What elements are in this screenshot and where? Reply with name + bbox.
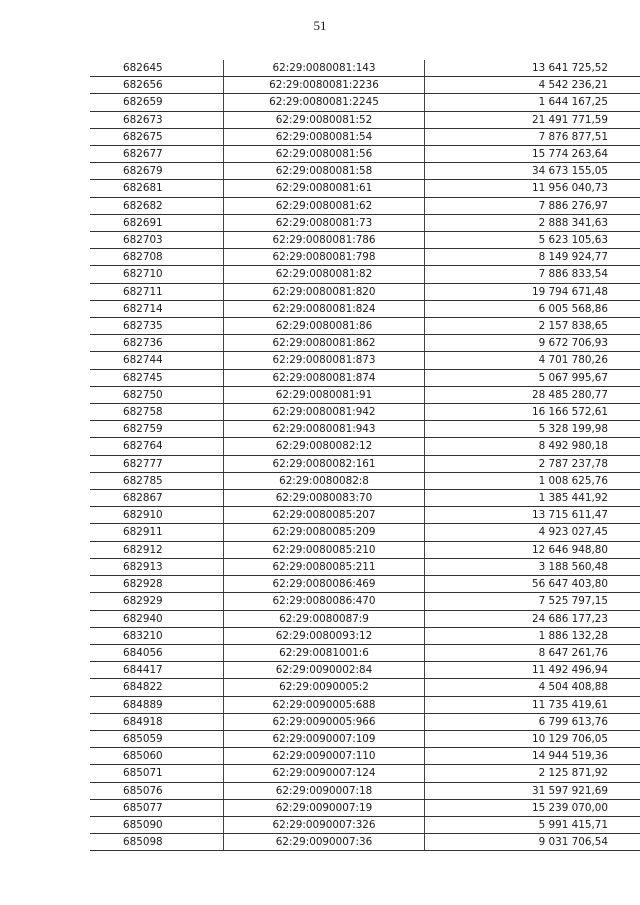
table-row	[90, 644, 640, 661]
cadastral-number-cell: 62:29:0080081:91	[224, 386, 425, 403]
table-row	[90, 610, 640, 627]
row-number-cell: 682911	[90, 524, 224, 541]
row-number-cell: 682940	[90, 610, 224, 627]
row-number-cell: 682758	[90, 404, 224, 421]
cadastral-value-cell: 31 597 921,69	[425, 782, 640, 799]
cadastral-number-cell: 62:29:0080081:873	[224, 352, 425, 369]
row-number-cell: 682759	[90, 421, 224, 438]
table-row	[90, 593, 640, 610]
row-number-cell: 682691	[90, 214, 224, 231]
table-row	[90, 524, 640, 541]
row-number-cell: 682764	[90, 438, 224, 455]
cadastral-number-cell: 62:29:0080081:786	[224, 232, 425, 249]
cadastral-number-cell: 62:29:0090007:19	[224, 799, 425, 816]
row-number-cell: 684918	[90, 713, 224, 730]
table-row	[90, 679, 640, 696]
cadastral-value-cell: 16 166 572,61	[425, 404, 640, 421]
row-number-cell: 682929	[90, 593, 224, 610]
cadastral-value-cell: 34 673 155,05	[425, 163, 640, 180]
table-row	[90, 94, 640, 111]
cadastral-number-cell: 62:29:0090007:109	[224, 730, 425, 747]
table-row	[90, 180, 640, 197]
table-row	[90, 318, 640, 335]
cadastral-number-cell: 62:29:0080085:207	[224, 507, 425, 524]
cadastral-value-cell: 13 641 725,52	[425, 60, 640, 77]
cadastral-number-cell: 62:29:0080086:470	[224, 593, 425, 610]
cadastral-number-cell: 62:29:0080081:82	[224, 266, 425, 283]
table-row	[90, 816, 640, 833]
cadastral-number-cell: 62:29:0090007:36	[224, 834, 425, 851]
page-number: 51	[313, 18, 327, 33]
cadastral-value-cell: 4 923 027,45	[425, 524, 640, 541]
row-number-cell: 684056	[90, 644, 224, 661]
cadastral-value-cell: 6 005 568,86	[425, 300, 640, 317]
cadastral-number-cell: 62:29:0080085:210	[224, 541, 425, 558]
table-row	[90, 730, 640, 747]
row-number-cell: 682714	[90, 300, 224, 317]
cadastral-value-cell: 8 149 924,77	[425, 249, 640, 266]
table-row	[90, 713, 640, 730]
cadastral-value-cell: 1 385 441,92	[425, 490, 640, 507]
row-number-cell: 683210	[90, 627, 224, 644]
row-number-cell: 682928	[90, 576, 224, 593]
cadastral-number-cell: 62:29:0090005:966	[224, 713, 425, 730]
row-number-cell: 685090	[90, 816, 224, 833]
table-row	[90, 834, 640, 851]
cadastral-number-cell: 62:29:0081001:6	[224, 644, 425, 661]
table-row	[90, 438, 640, 455]
table-row	[90, 662, 640, 679]
cadastral-value-cell: 2 157 838,65	[425, 318, 640, 335]
cadastral-number-cell: 62:29:0080085:209	[224, 524, 425, 541]
cadastral-value-cell: 15 239 070,00	[425, 799, 640, 816]
cadastral-value-cell: 4 701 780,26	[425, 352, 640, 369]
table-row	[90, 696, 640, 713]
row-number-cell: 684417	[90, 662, 224, 679]
table-row	[90, 128, 640, 145]
table-row	[90, 232, 640, 249]
row-number-cell: 682679	[90, 163, 224, 180]
cadastral-number-cell: 62:29:0080081:2245	[224, 94, 425, 111]
row-number-cell: 682912	[90, 541, 224, 558]
table-row	[90, 266, 640, 283]
row-number-cell: 682659	[90, 94, 224, 111]
row-number-cell: 682708	[90, 249, 224, 266]
cadastral-number-cell: 62:29:0080085:211	[224, 558, 425, 575]
table-row	[90, 386, 640, 403]
row-number-cell: 685059	[90, 730, 224, 747]
row-number-cell: 682735	[90, 318, 224, 335]
cadastral-value-cell: 19 794 671,48	[425, 283, 640, 300]
row-number-cell: 682777	[90, 455, 224, 472]
cadastral-value-cell: 6 799 613,76	[425, 713, 640, 730]
cadastral-value-cell: 13 715 611,47	[425, 507, 640, 524]
cadastral-value-cell: 56 647 403,80	[425, 576, 640, 593]
table-row	[90, 765, 640, 782]
table-row	[90, 300, 640, 317]
row-number-cell: 682736	[90, 335, 224, 352]
cadastral-value-cell: 7 525 797,15	[425, 593, 640, 610]
row-number-cell: 682656	[90, 77, 224, 94]
cadastral-value-cell: 1 644 167,25	[425, 94, 640, 111]
table-row	[90, 507, 640, 524]
table-row	[90, 541, 640, 558]
cadastral-value-cell: 24 686 177,23	[425, 610, 640, 627]
row-number-cell: 682867	[90, 490, 224, 507]
row-number-cell: 682744	[90, 352, 224, 369]
row-number-cell: 682913	[90, 558, 224, 575]
table-row	[90, 60, 640, 77]
cadastral-value-cell: 2 125 871,92	[425, 765, 640, 782]
row-number-cell: 685060	[90, 748, 224, 765]
cadastral-value-cell: 11 956 040,73	[425, 180, 640, 197]
cadastral-value-cell: 11 492 496,94	[425, 662, 640, 679]
cadastral-number-cell: 62:29:0090007:326	[224, 816, 425, 833]
row-number-cell: 682710	[90, 266, 224, 283]
cadastral-number-cell: 62:29:0080083:70	[224, 490, 425, 507]
cadastral-number-cell: 62:29:0080082:161	[224, 455, 425, 472]
row-number-cell: 682645	[90, 60, 224, 77]
row-number-cell: 682711	[90, 283, 224, 300]
cadastral-value-cell: 4 504 408,88	[425, 679, 640, 696]
cadastral-number-cell: 62:29:0080081:143	[224, 60, 425, 77]
cadastral-value-cell: 1 886 132,28	[425, 627, 640, 644]
cadastral-number-cell: 62:29:0080081:824	[224, 300, 425, 317]
cadastral-value-cell: 28 485 280,77	[425, 386, 640, 403]
cadastral-value-cell: 9 031 706,54	[425, 834, 640, 851]
cadastral-value-cell: 5 067 995,67	[425, 369, 640, 386]
cadastral-value-cell: 12 646 948,80	[425, 541, 640, 558]
cadastral-value-cell: 1 008 625,76	[425, 472, 640, 489]
cadastral-number-cell: 62:29:0090005:688	[224, 696, 425, 713]
table-row	[90, 472, 640, 489]
cadastral-number-cell: 62:29:0080081:874	[224, 369, 425, 386]
cadastral-value-cell: 7 886 276,97	[425, 197, 640, 214]
row-number-cell: 685071	[90, 765, 224, 782]
cadastral-number-cell: 62:29:0090005:2	[224, 679, 425, 696]
table-row	[90, 111, 640, 128]
cadastral-value-cell: 5 991 415,71	[425, 816, 640, 833]
cadastral-value-cell: 11 735 419,61	[425, 696, 640, 713]
row-number-cell: 682675	[90, 128, 224, 145]
cadastral-number-cell: 62:29:0080081:862	[224, 335, 425, 352]
table-row	[90, 421, 640, 438]
table-row	[90, 249, 640, 266]
row-number-cell: 682785	[90, 472, 224, 489]
table-row	[90, 146, 640, 163]
cadastral-number-cell: 62:29:0080093:12	[224, 627, 425, 644]
cadastral-number-cell: 62:29:0090007:124	[224, 765, 425, 782]
cadastral-value-cell: 15 774 263,64	[425, 146, 640, 163]
table-row	[90, 799, 640, 816]
cadastral-number-cell: 62:29:0080081:58	[224, 163, 425, 180]
table-row	[90, 214, 640, 231]
row-number-cell: 685076	[90, 782, 224, 799]
cadastral-value-cell: 10 129 706,05	[425, 730, 640, 747]
row-number-cell: 682673	[90, 111, 224, 128]
cadastral-number-cell: 62:29:0080081:86	[224, 318, 425, 335]
cadastral-number-cell: 62:29:0080081:2236	[224, 77, 425, 94]
cadastral-value-cell: 8 492 980,18	[425, 438, 640, 455]
table-row	[90, 283, 640, 300]
table-row	[90, 163, 640, 180]
cadastral-number-cell: 62:29:0080081:52	[224, 111, 425, 128]
cadastral-value-cell: 8 647 261,76	[425, 644, 640, 661]
row-number-cell: 685077	[90, 799, 224, 816]
row-number-cell: 682703	[90, 232, 224, 249]
table-row	[90, 404, 640, 421]
table-row	[90, 197, 640, 214]
table-row	[90, 627, 640, 644]
cadastral-number-cell: 62:29:0080081:61	[224, 180, 425, 197]
row-number-cell: 684822	[90, 679, 224, 696]
table-row	[90, 77, 640, 94]
cadastral-number-cell: 62:29:0080086:469	[224, 576, 425, 593]
cadastral-number-cell: 62:29:0080081:942	[224, 404, 425, 421]
row-number-cell: 682745	[90, 369, 224, 386]
cadastral-number-cell: 62:29:0080087:9	[224, 610, 425, 627]
cadastral-number-cell: 62:29:0090007:110	[224, 748, 425, 765]
cadastral-value-cell: 7 886 833,54	[425, 266, 640, 283]
cadastral-number-cell: 62:29:0080081:73	[224, 214, 425, 231]
cadastral-value-cell: 2 787 237,78	[425, 455, 640, 472]
row-number-cell: 682681	[90, 180, 224, 197]
table-row	[90, 369, 640, 386]
table-row	[90, 748, 640, 765]
cadastral-value-cell: 21 491 771,59	[425, 111, 640, 128]
cadastral-value-cell: 5 623 105,63	[425, 232, 640, 249]
table-body	[90, 60, 640, 851]
table-row	[90, 352, 640, 369]
cadastral-number-cell: 62:29:0080081:54	[224, 128, 425, 145]
cadastral-number-cell: 62:29:0080082:12	[224, 438, 425, 455]
cadastral-value-cell: 2 888 341,63	[425, 214, 640, 231]
cadastral-value-cell: 7 876 877,51	[425, 128, 640, 145]
cadastral-value-cell: 4 542 236,21	[425, 77, 640, 94]
row-number-cell: 682750	[90, 386, 224, 403]
cadastral-number-cell: 62:29:0080081:62	[224, 197, 425, 214]
cadastral-value-cell: 14 944 519,36	[425, 748, 640, 765]
cadastral-value-cell: 5 328 199,98	[425, 421, 640, 438]
table-row	[90, 782, 640, 799]
cadastral-number-cell: 62:29:0080081:56	[224, 146, 425, 163]
row-number-cell: 682910	[90, 507, 224, 524]
row-number-cell: 682677	[90, 146, 224, 163]
cadastral-number-cell: 62:29:0080081:798	[224, 249, 425, 266]
row-number-cell: 685098	[90, 834, 224, 851]
row-number-cell: 682682	[90, 197, 224, 214]
table-row	[90, 335, 640, 352]
row-number-cell: 684889	[90, 696, 224, 713]
table-row	[90, 576, 640, 593]
cadastral-number-cell: 62:29:0090007:18	[224, 782, 425, 799]
cadastral-number-cell: 62:29:0080081:820	[224, 283, 425, 300]
registry-table	[90, 60, 640, 851]
cadastral-number-cell: 62:29:0080082:8	[224, 472, 425, 489]
table-row	[90, 490, 640, 507]
cadastral-number-cell: 62:29:0080081:943	[224, 421, 425, 438]
cadastral-number-cell: 62:29:0090002:84	[224, 662, 425, 679]
cadastral-value-cell: 9 672 706,93	[425, 335, 640, 352]
table-row	[90, 455, 640, 472]
table-row	[90, 558, 640, 575]
cadastral-value-cell: 3 188 560,48	[425, 558, 640, 575]
